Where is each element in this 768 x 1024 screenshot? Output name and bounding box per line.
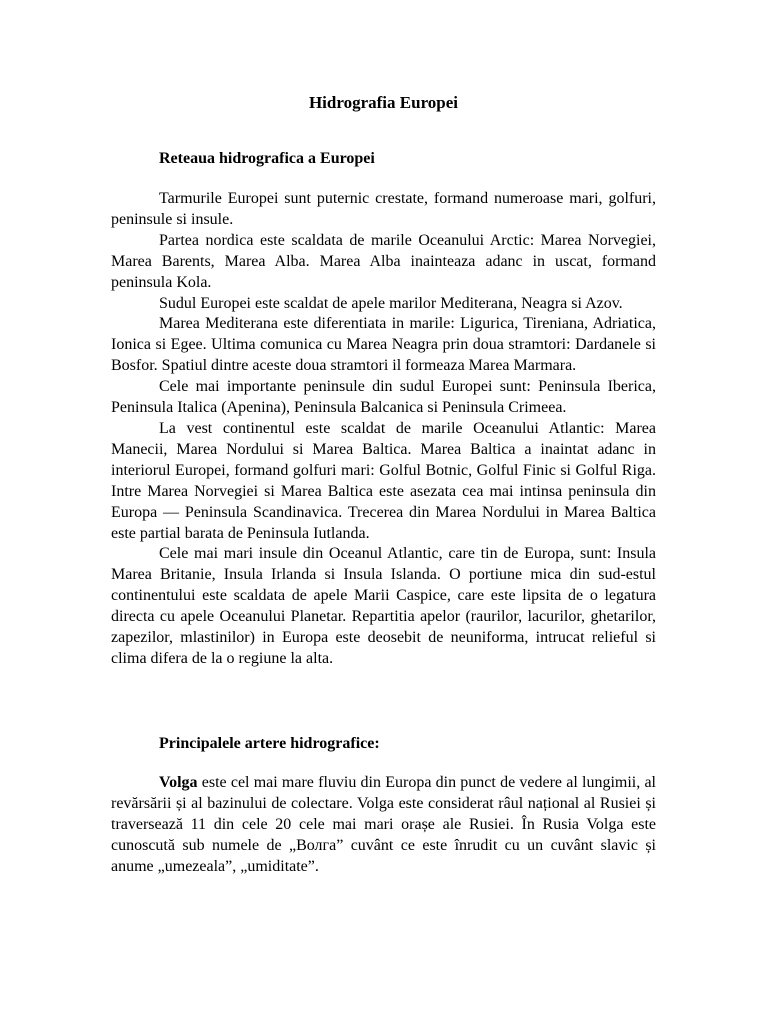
volga-text: este cel mai mare fluviu din Europa din punct de vedere al lungimii, al revărsării și al bazinului de colectare. Volga este considerat râul național al Rusiei și traversează 11 din cele 20 cele mai mari orașe ale Rusiei. În Rusia Volga este cunoscută sub numele de „Волга” cuvânt ce este înrudit cu un cuvânt slavic și anume „umezeala”, „umiditate”. [111,774,656,875]
paragraph: La vest continentul este scaldat de marile Oceanului Atlantic: Marea Manecii, Marea Nordului si Marea Baltica. Marea Baltica a inaintat adanc in interiorul Europei, formand golfuri mari: Golful Botnic, Golful Finic si Golful Riga. Intre Marea Norvegiei si Marea Baltica este asezata cea mai intinsa peninsula din Europa — Peninsula Scandinavica. Trecerea din Marea Nordului in Marea Baltica este partial barata de Peninsula Iutlanda. [111,419,656,542]
paragraph-volga [111,773,656,878]
paragraph: Cele mai mari insule din Oceanul Atlantic, care tin de Europa, sunt: Insula Marea Britanie, Insula Irlanda si Insula Islanda. O portiune mica din sud-estul continentului este scaldata de apele Marii Caspice, care este lipsita de o legatura directa cu apele Oceanului Planetar. Repartitia apelor (raurilor, lacurilor, ghetarilor, zapezilor, mlastinilor) in Europa este deosebit de neuniforma, intrucat relieful si clima difera de la o regiune la alta. [111,545,656,667]
paragraph: Partea nordica este scaldata de marile Oceanului Arctic: Marea Norvegiei, Marea Barents, Marea Alba. Marea Alba inainteaza adanc in uscat, formand peninsula Kola. [111,231,656,291]
section-body-hydrographic-network [111,189,656,670]
section-heading-hydrographic-network: Reteaua hidrografica a Europei [159,150,375,167]
volga-bold-lead: Volga [159,774,198,791]
section-body-main-arteries [111,773,656,878]
document-title: Hidrografia Europei [308,93,459,112]
section-heading-main-arteries: Principalele artere hidrografice: [159,735,380,752]
paragraph: Cele mai importante peninsule din sudul Europei sunt: Peninsula Iberica, Peninsula Italica (Apenina), Peninsula Balcanica si Peninsula Crimeea. [111,378,656,417]
paragraph: Sudul Europei este scaldat de apele marilor Mediterana, Neagra si Azov. [159,294,623,312]
paragraph: Marea Mediterana este diferentiata in marile: Ligurica, Tireniana, Adriatica, Ionica si Egee. Ultima comunica cu Marea Neagra prin doua stramtori: Dardanele si Bosfor. Spatiul dintre aceste doua stramtori il formeaza Marea Marmara. [111,315,656,375]
paragraph: Tarmurile Europei sunt puternic crestate, formand numeroase mari, golfuri, peninsule si insule. [111,190,656,228]
